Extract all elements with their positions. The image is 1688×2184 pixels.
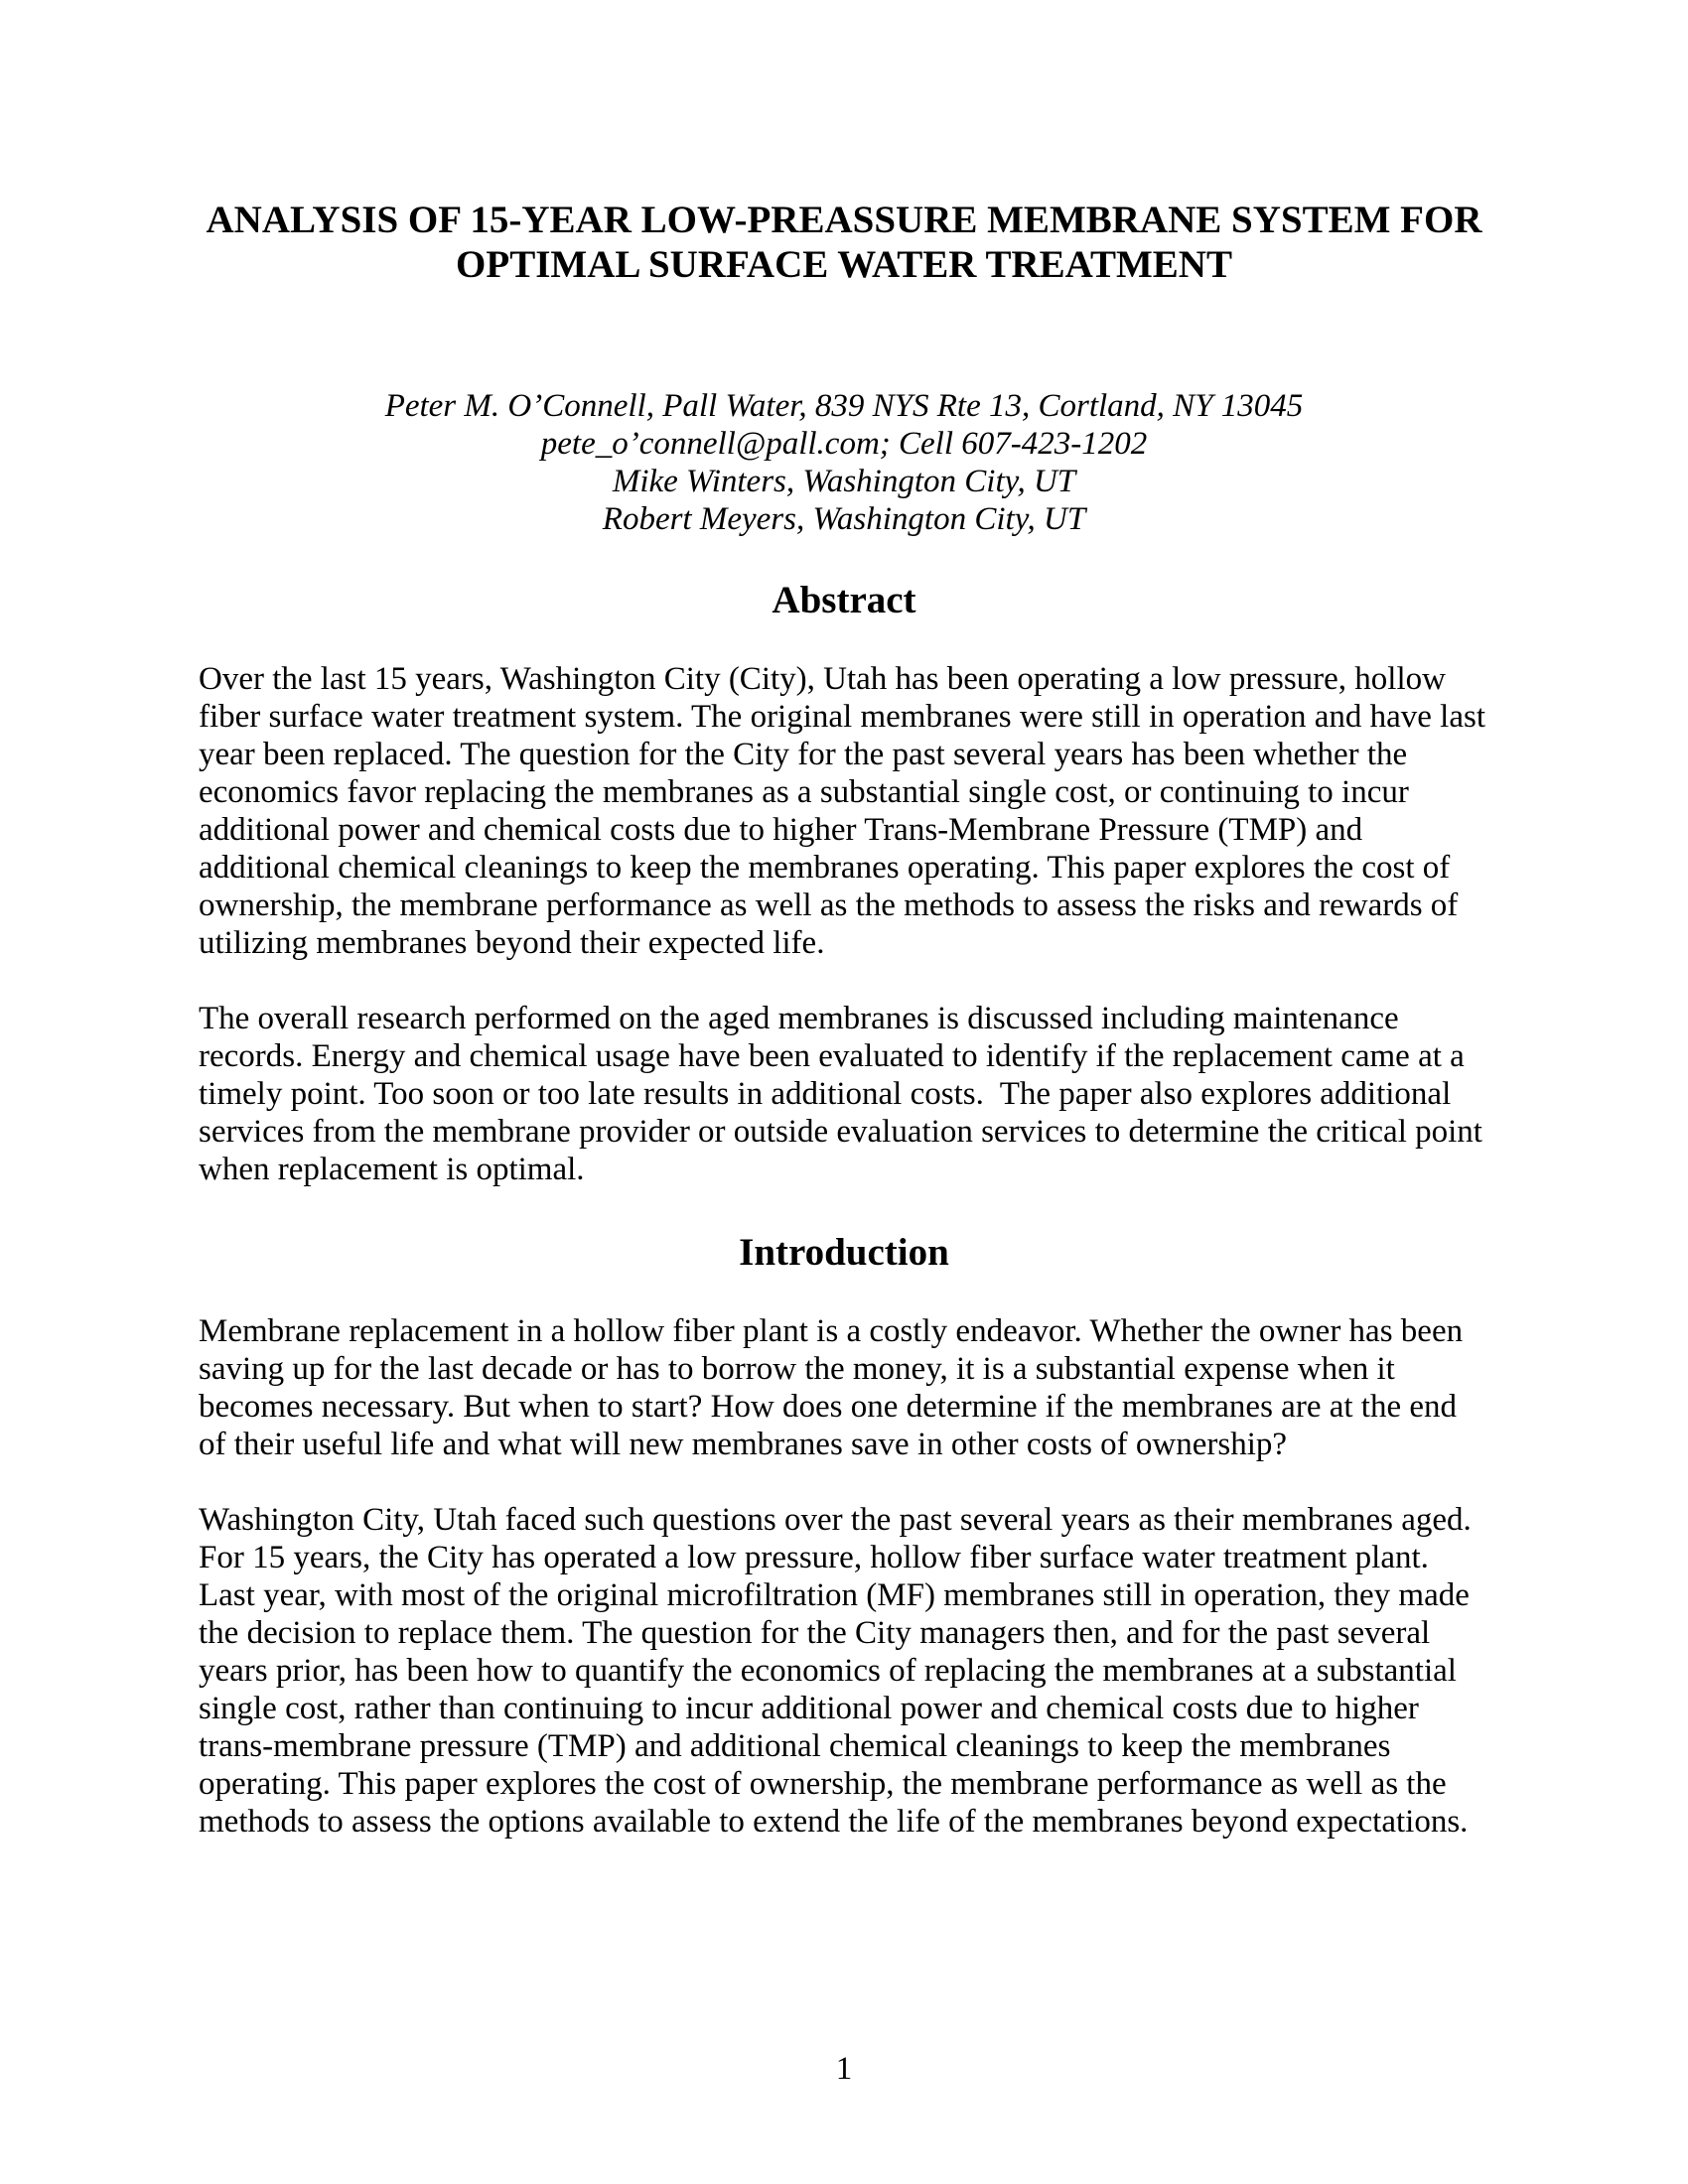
author-contact-line: pete_o’connell@pall.com; Cell 607-423-1202	[540, 426, 1148, 462]
paper-title	[199, 198, 1489, 287]
paper-title-line-1: ANALYSIS OF 15-YEAR LOW-PREASSURE MEMBRANE SYSTEM FOR	[206, 199, 1482, 241]
introduction-paragraph-1: Membrane replacement in a hollow fiber plant is a costly endeavor. Whether the owner has been saving up for the last decade or has to borrow the money, it is a substantial expense when it becomes necessary. But when to start? How does one determine if the membranes are at the end of their useful life and what will new membranes save in other costs of ownership?	[199, 1313, 1472, 1462]
introduction-paragraph-2: Washington City, Utah faced such questions over the past several years as their membranes aged. For 15 years, the City has operated a low pressure, hollow fiber surface water treatment plant. Last year, with most of the original microfiltration (MF) membranes still in operation, they made the decision to replace them. The question for the City managers then, and for the past several years prior, has been how to quantify the economics of replacing the membranes at a substantial single cost, rather than continuing to incur additional power and chemical costs due to higher trans-membrane pressure (TMP) and additional chemical cleanings to keep the membranes operating. This paper explores the cost of ownership, the membrane performance as well as the methods to assess the options available to extend the life of the membranes beyond expectations.	[199, 1502, 1480, 1840]
abstract-paragraph-1: Over the last 15 years, Washington City (City), Utah has been operating a low pressure, hollow fiber surface water treatment system. The original membranes were still in operation and have last year been replaced. The question for the City for the past several years has been whether the economics favor replacing the membranes as a substantial single cost, or continuing to incur additional power and chemical costs due to higher Trans-Membrane Pressure (TMP) and additional chemical cleanings to keep the membranes operating. This paper explores the cost of ownership, the membrane performance as well as the methods to assess the risks and rewards of utilizing membranes beyond their expected life.	[199, 661, 1494, 961]
author-line: Robert Meyers, Washington City, UT	[602, 501, 1086, 537]
abstract-paragraph-2: The overall research performed on the aged membranes is discussed including maintenance records. Energy and chemical usage have been evaluated to identify if the replacement came at a timely point. Too soon or too late results in additional costs. The paper also explores additional services from the membrane provider or outside evaluation services to determine the critical point when replacement is optimal.	[199, 1001, 1491, 1187]
paper-title-line-2: OPTIMAL SURFACE WATER TREATMENT	[456, 243, 1232, 286]
abstract-heading: Abstract	[772, 579, 916, 621]
author-line: Peter M. O’Connell, Pall Water, 839 NYS Rte 13, Cortland, NY 13045	[384, 388, 1304, 424]
page-number: 1	[835, 2051, 853, 2087]
introduction-heading: Introduction	[739, 1231, 949, 1274]
author-block	[199, 387, 1489, 538]
author-line: Mike Winters, Washington City, UT	[612, 464, 1076, 499]
